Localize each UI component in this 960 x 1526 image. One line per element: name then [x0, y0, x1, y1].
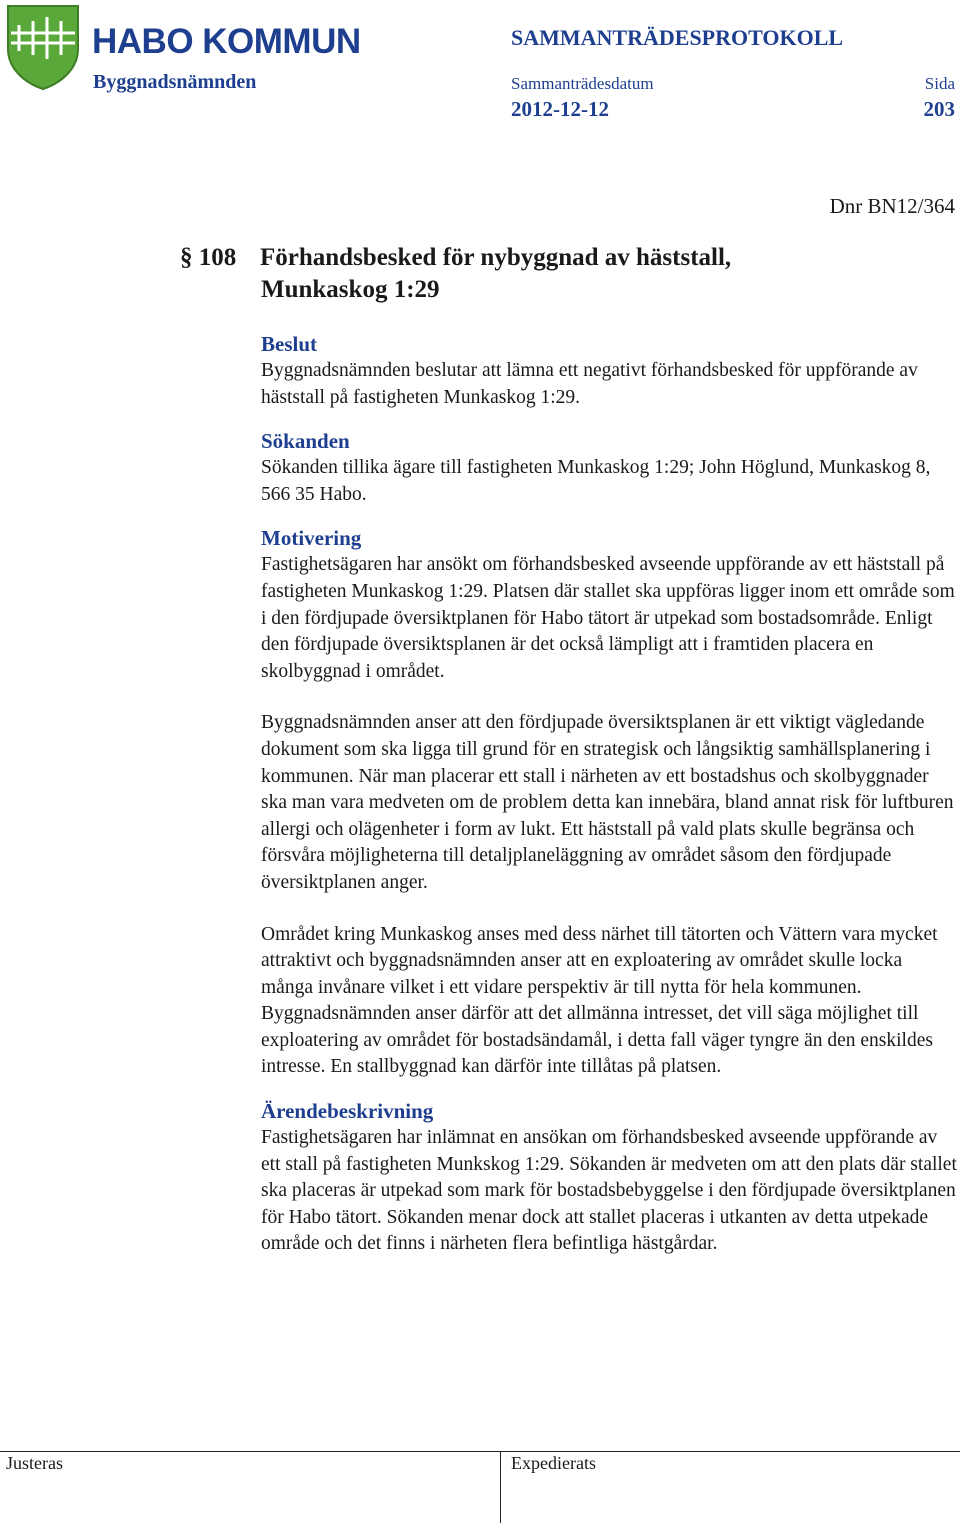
committee-name: Byggnadsnämnden	[93, 71, 257, 93]
paragraph-title-line1: Förhandsbesked för nybyggnad av häststall,	[260, 244, 732, 271]
paragraph-title-line2: Munkaskog 1:29	[261, 276, 440, 303]
case-number: Dnr BN12/364	[829, 194, 955, 218]
municipal-coat-of-arms-logo	[5, 3, 81, 91]
expedierats-label: Expedierats	[511, 1453, 596, 1473]
motivering-paragraph-2: Byggnadsnämnden anser att den fördjupade översiktsplanen är ett viktigt vägledande dokument som ska ligga till grund för en strategisk och långsiktig samhällsplanering i kommunen. När man placerar ett stall i närheten av ett bostadshus och skolbyggnader ska man vara medveten om de problem detta kan innebära, bland annat risk för luftburen allergi och olägenheter i form av lukt. Ett häststall på vald plats skulle begränsa och försvåra möjligheterna till detaljplaneläggning av området såsom den fördjupade översiktplanen anger.	[261, 712, 954, 893]
page-label: Sida	[924, 74, 955, 93]
arendebeskrivning-text: Fastighetsägaren har inlämnat en ansökan om förhandsbesked avseende uppförande av ett stall på fastigheten Munkskog 1:29. Sökanden är medveten om att den plats där stallet ska placeras är utpekad som mark för bostadsbebyggelse i den fördjupade översiktplanen för Habo tätort. Sökanden menar dock att stallet placeras i utkanten av detta utpekade område och det finns i närheten flera befintliga hästgårdar.	[261, 1127, 957, 1255]
document-title: SAMMANTRÄDESPROTOKOLL	[511, 25, 844, 50]
arendebeskrivning-heading: Ärendebeskrivning	[261, 1099, 434, 1124]
meeting-date: 2012-12-12	[511, 97, 609, 121]
page-number: 203	[923, 97, 955, 121]
paragraph-number: 108	[198, 244, 237, 271]
section-symbol: §	[180, 244, 193, 271]
footer-divider	[0, 1451, 960, 1452]
justeras-label: Justeras	[6, 1453, 63, 1473]
paragraph-heading	[180, 242, 731, 306]
motivering-heading: Motivering	[261, 526, 362, 551]
meeting-date-label: Sammanträdesdatum	[511, 74, 654, 93]
footer-column-divider	[500, 1451, 501, 1523]
sokanden-heading: Sökanden	[261, 429, 350, 454]
protocol-body	[261, 330, 957, 1258]
motivering-paragraph-3: Området kring Munkaskog anses med dess närhet till tätorten och Vättern vara mycket attraktivt och byggnadsnämnden anser att en exploatering av området skulle locka många invånare vilket i ett vidare perspektiv är till nytta för hela kommunen. Byggnadsnämnden anser därför att det allmänna intresset, det vill säga möjlighet till exploatering av området för bostadsändamål, i detta fall väger tyngre än den enskildes intresse. En stallbyggnad kan därför inte tillåtas på platsen.	[261, 923, 938, 1078]
brand-name: HABO KOMMUN	[92, 22, 361, 61]
beslut-heading: Beslut	[261, 332, 318, 356]
sokanden-text: Sökanden tillika ägare till fastigheten Munkaskog 1:29; John Höglund, Munkaskog 8, 566 35 Habo.	[261, 457, 931, 505]
motivering-paragraph-1: Fastighetsägaren har ansökt om förhandsbesked avseende uppförande av ett häststall på fastigheten Munkaskog 1:29. Platsen där stallet ska uppföras ligger inom ett område som i den fördjupade översiktplanen för Habo tätort är utpekad som bostadsområde. Enligt den fördjupade översiktsplanen är det också lämpligt att i framtiden placera en skolbyggnad i området.	[261, 554, 955, 682]
beslut-text: Byggnadsnämnden beslutar att lämna ett negativt förhandsbesked för uppförande av häststall på fastigheten Munkaskog 1:29.	[261, 360, 918, 408]
